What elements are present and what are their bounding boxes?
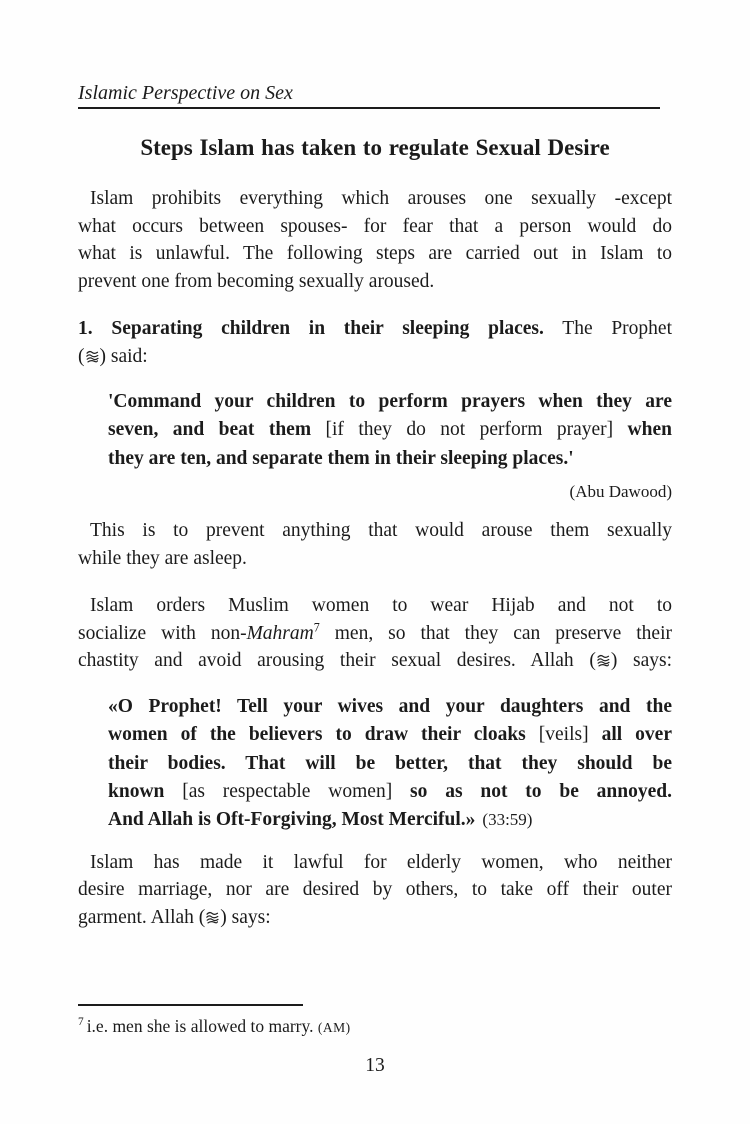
- text-run: Mahram: [246, 622, 314, 644]
- text-line: [78, 240, 672, 268]
- text-run: garment. Allah (: [78, 906, 206, 928]
- hadith-quote: [108, 388, 672, 473]
- text-line: [108, 750, 672, 778]
- text-run: Islam prohibits everything which arouses one sexually -except: [90, 188, 672, 209]
- text-run: Islam has made it lawful for elderly women, who neither: [90, 851, 672, 873]
- text-run: 1. Separating children in their sleeping places.: [78, 318, 544, 339]
- allah-honorific-icon: [205, 910, 220, 925]
- text-run: ) says:: [220, 906, 271, 928]
- text-run: 'Command your children to perform prayers when they are: [108, 391, 672, 412]
- footnote: [78, 1015, 672, 1039]
- allah-honorific-icon: [596, 653, 611, 668]
- text-run: men, so that they can preserve their: [319, 622, 672, 644]
- footnote-text: i.e. men she is allowed to marry.: [86, 1016, 314, 1036]
- text-run: they are ten, and separate them in their sleeping places.': [108, 447, 574, 469]
- text-run: And Allah is Oft-Forgiving, Most Merciful.»: [108, 809, 476, 831]
- text-run: what occurs between spouses- for fear that a person would do: [78, 215, 672, 237]
- text-run: all over: [588, 724, 672, 746]
- hadith-source: [78, 481, 672, 503]
- text-run: [veils]: [538, 724, 589, 746]
- text-run: «O Prophet! Tell your wives and your daughters and the: [108, 695, 672, 717]
- text-run: ) says:: [610, 650, 672, 672]
- footnote-divider: [78, 1004, 303, 1006]
- page-number: 13: [365, 1055, 385, 1076]
- body-blocks: [78, 185, 672, 931]
- text-run: desire marriage, nor are desired by others, to take off their outer: [78, 879, 672, 901]
- text-line: [78, 849, 672, 877]
- text-line: [78, 315, 672, 343]
- text-line: [78, 647, 672, 675]
- text-run: This is to prevent anything that would arouse them sexually: [90, 520, 672, 542]
- text-line: [108, 445, 672, 473]
- footnote-area: [78, 1004, 672, 1077]
- text-line: [78, 343, 672, 371]
- chapter-title: Steps Islam has taken to regulate Sexual Desire: [140, 135, 610, 160]
- elderly-paragraph: [78, 849, 672, 932]
- footnote-source: (AM): [317, 1020, 351, 1035]
- text-run: socialize with non-: [78, 622, 247, 644]
- text-line: [78, 592, 672, 620]
- text-run: prevent one from becoming sexually aroused.: [78, 270, 435, 292]
- text-run: [as respectable women]: [182, 780, 393, 802]
- text-line: [78, 268, 672, 296]
- text-run: (33:59): [482, 810, 533, 830]
- hijab-paragraph: [78, 592, 672, 675]
- text-line: [78, 545, 672, 573]
- text-line: [78, 904, 672, 932]
- text-line: [108, 416, 672, 444]
- text-run: their bodies. That will be better, that they should be: [108, 752, 672, 774]
- text-run: 7: [313, 620, 320, 635]
- text-run: women of the believers to draw their cloaks: [108, 724, 539, 746]
- text-run: (Abu Dawood): [569, 482, 672, 502]
- text-line: [108, 806, 672, 834]
- header-rule: [78, 107, 660, 109]
- running-header-title: Islamic Perspective on Sex: [78, 82, 293, 104]
- text-run: what is unlawful. The following steps are carried out in Islam to: [78, 243, 672, 264]
- text-run: when: [613, 419, 672, 441]
- text-run: [if they do not perform prayer]: [325, 419, 614, 441]
- text-line: [78, 481, 672, 503]
- text-run: Islam orders Muslim women to wear Hijab and not to: [90, 595, 672, 617]
- text-line: [78, 185, 672, 213]
- page-content: [78, 0, 672, 931]
- text-run: seven, and beat them: [108, 419, 326, 441]
- text-run: ) said:: [99, 345, 148, 367]
- quran-quote-33-59: [108, 693, 672, 835]
- prophet-honorific-icon: [85, 349, 100, 364]
- text-line: [78, 620, 672, 648]
- text-run: while they are asleep.: [78, 547, 247, 569]
- text-line: [108, 693, 672, 721]
- text-line: [78, 213, 672, 241]
- intro-paragraph: [78, 185, 672, 295]
- text-line: [108, 721, 672, 749]
- sleep-paragraph: [78, 517, 672, 572]
- text-run: (: [78, 345, 85, 367]
- text-line: [78, 876, 672, 904]
- text-run: chastity and avoid arousing their sexual desires. Allah (: [78, 650, 596, 672]
- text-line: [78, 517, 672, 545]
- running-header: [78, 0, 672, 109]
- text-line: [108, 778, 672, 806]
- step1-heading: [78, 315, 672, 370]
- text-run: The Prophet: [543, 318, 672, 339]
- text-run: so as not to be annoyed.: [392, 780, 672, 802]
- text-line: [108, 388, 672, 416]
- footnote-marker: 7: [78, 1016, 84, 1029]
- text-run: known: [108, 780, 183, 802]
